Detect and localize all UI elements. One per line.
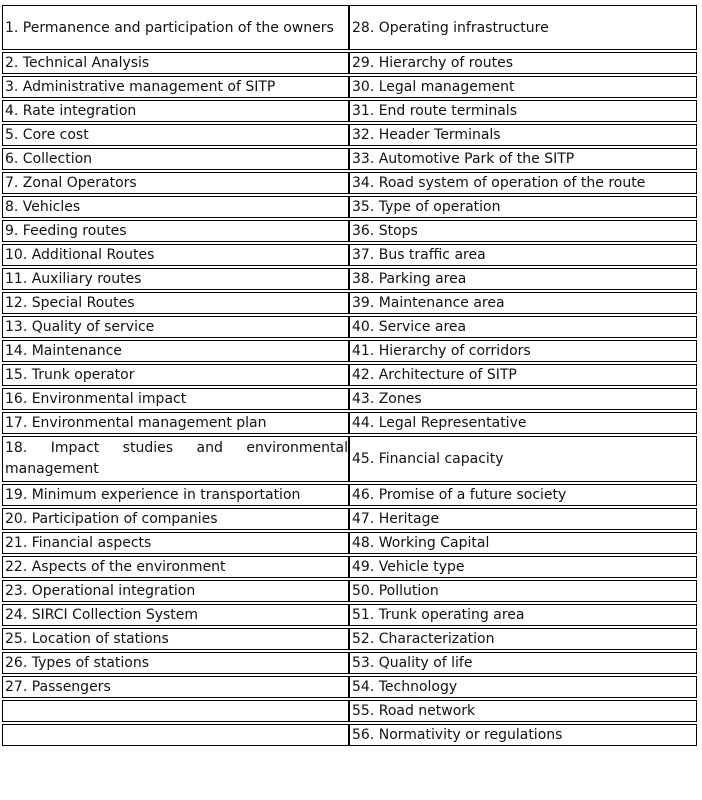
table-row: [2, 100, 697, 122]
table-row: [2, 700, 697, 722]
table-cell-left: 14. Maintenance: [2, 340, 349, 362]
table-row: [2, 172, 697, 194]
table-row: [2, 604, 697, 626]
table-cell-left: 26. Types of stations: [2, 652, 349, 674]
table-cell-left: 20. Participation of companies: [2, 508, 349, 530]
table-cell-right: 51. Trunk operating area: [349, 604, 697, 626]
table-cell-left: 21. Financial aspects: [2, 532, 349, 554]
table-row: [2, 52, 697, 74]
table-cell-left: 8. Vehicles: [2, 196, 349, 218]
table-cell-right: 37. Bus traffic area: [349, 244, 697, 266]
table-cell-left: 22. Aspects of the environment: [2, 556, 349, 578]
table-cell-left: [2, 700, 349, 722]
table-cell-right: 39. Maintenance area: [349, 292, 697, 314]
table-cell-left: 9. Feeding routes: [2, 220, 349, 242]
table-cell-right: 28. Operating infrastructure: [349, 5, 697, 50]
table-cell-left: 2. Technical Analysis: [2, 52, 349, 74]
table-cell-right: 30. Legal management: [349, 76, 697, 98]
table-row: [2, 148, 697, 170]
table-row: [2, 292, 697, 314]
table-cell-right: 50. Pollution: [349, 580, 697, 602]
table-cell-right: 45. Financial capacity: [349, 436, 697, 482]
table-cell-left: 10. Additional Routes: [2, 244, 349, 266]
table-cell-right: 54. Technology: [349, 676, 697, 698]
table-row: [2, 580, 697, 602]
table-cell-left: 7. Zonal Operators: [2, 172, 349, 194]
table-cell-left: 18. Impact studies and environmental management: [2, 436, 349, 482]
table-row: [2, 724, 697, 746]
table-cell-right: 47. Heritage: [349, 508, 697, 530]
table-cell-left: 24. SIRCI Collection System: [2, 604, 349, 626]
table-cell-right: 53. Quality of life: [349, 652, 697, 674]
table-row: [2, 5, 697, 50]
table-row: [2, 244, 697, 266]
table-cell-left: 4. Rate integration: [2, 100, 349, 122]
variables-table: [2, 3, 697, 748]
table-cell-left: 17. Environmental management plan: [2, 412, 349, 434]
table-cell-right: 36. Stops: [349, 220, 697, 242]
table-row: [2, 220, 697, 242]
table-cell-right: 41. Hierarchy of corridors: [349, 340, 697, 362]
table-cell-left: 19. Minimum experience in transportation: [2, 484, 349, 506]
table-row: [2, 508, 697, 530]
table-row: [2, 316, 697, 338]
table-cell-right: 35. Type of operation: [349, 196, 697, 218]
table-cell-left: 25. Location of stations: [2, 628, 349, 650]
table-row: [2, 388, 697, 410]
table-cell-right: 49. Vehicle type: [349, 556, 697, 578]
table-row: [2, 556, 697, 578]
table-row: [2, 196, 697, 218]
table-row: [2, 124, 697, 146]
table-cell-right: 40. Service area: [349, 316, 697, 338]
table-cell-right: 43. Zones: [349, 388, 697, 410]
table-row: [2, 268, 697, 290]
table-row: [2, 76, 697, 98]
table-cell-right: 48. Working Capital: [349, 532, 697, 554]
table-cell-right: 46. Promise of a future society: [349, 484, 697, 506]
table-row: [2, 676, 697, 698]
table-row: [2, 652, 697, 674]
table-row: [2, 484, 697, 506]
table-cell-right: 44. Legal Representative: [349, 412, 697, 434]
table-cell-right: 31. End route terminals: [349, 100, 697, 122]
table-cell-left: 11. Auxiliary routes: [2, 268, 349, 290]
table-cell-right: 52. Characterization: [349, 628, 697, 650]
table-cell-right: 32. Header Terminals: [349, 124, 697, 146]
table-cell-left: 6. Collection: [2, 148, 349, 170]
table-cell-right: 38. Parking area: [349, 268, 697, 290]
table-row: [2, 628, 697, 650]
table-cell-left: 15. Trunk operator: [2, 364, 349, 386]
table-cell-right: 29. Hierarchy of routes: [349, 52, 697, 74]
table-cell-left: 27. Passengers: [2, 676, 349, 698]
table-row: [2, 532, 697, 554]
table-cell-left: 16. Environmental impact: [2, 388, 349, 410]
table-row: [2, 436, 697, 482]
table-cell-right: 42. Architecture of SITP: [349, 364, 697, 386]
table-cell-left: 5. Core cost: [2, 124, 349, 146]
table-row: [2, 412, 697, 434]
table-row: [2, 340, 697, 362]
table-cell-right: 34. Road system of operation of the route: [349, 172, 697, 194]
table-cell-left: 12. Special Routes: [2, 292, 349, 314]
table-cell-left: [2, 724, 349, 746]
table-cell-left: 3. Administrative management of SITP: [2, 76, 349, 98]
table-cell-left: 13. Quality of service: [2, 316, 349, 338]
document-page: [2, 3, 697, 748]
table-cell-right: 56. Normativity or regulations: [349, 724, 697, 746]
table-cell-left: 23. Operational integration: [2, 580, 349, 602]
table-row: [2, 364, 697, 386]
table-cell-left: 1. Permanence and participation of the owners: [2, 5, 349, 50]
table-cell-right: 55. Road network: [349, 700, 697, 722]
table-cell-right: 33. Automotive Park of the SITP: [349, 148, 697, 170]
